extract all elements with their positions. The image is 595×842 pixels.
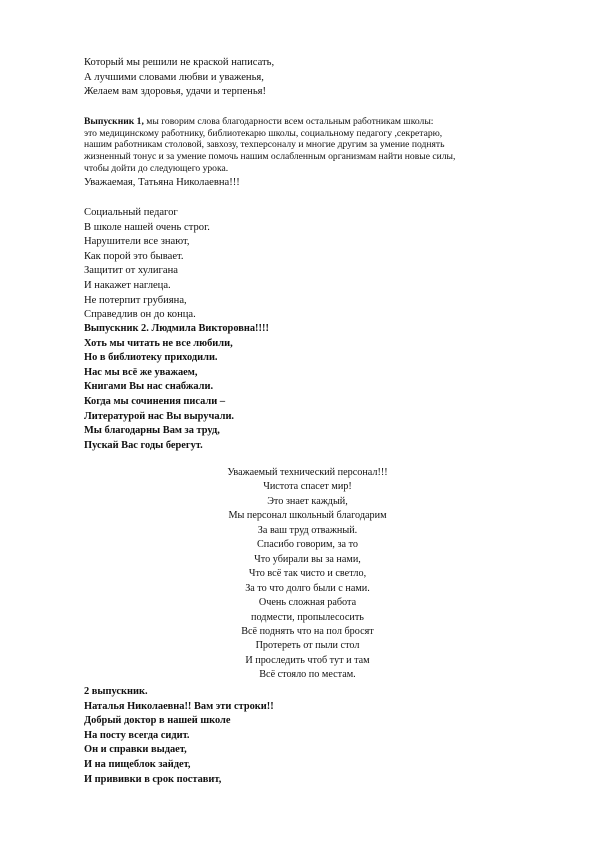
poem-line: Всё стояло по местам.: [259, 669, 356, 681]
poem-line: И накажет наглеца.: [84, 279, 171, 291]
section2: [84, 322, 524, 453]
section1-text-line: жизненный тонус и за умение помочь нашим ослабленным организмам найти новые силы,: [84, 151, 456, 163]
poem-line: Социальный педагог: [84, 207, 178, 218]
poem-line: Всё поднять что на пол бросят: [241, 625, 374, 637]
poem-line: Книгами Вы нас снабжали.: [84, 381, 214, 393]
section1-text-line: нашим работникам столовой, завхозу, техперсоналу и многие другим за умение поднять: [84, 139, 445, 151]
poem-line: Что убирали вы за нами,: [254, 553, 361, 565]
poem-line: Нарушители все знают,: [84, 236, 190, 248]
poem-line: Он и справки выдает,: [84, 744, 187, 756]
poem-line: На посту всегда сидит.: [84, 729, 190, 741]
poem-line: И на пищеблок зайдет,: [84, 758, 191, 770]
poem-line: подмести, пропылесосить: [251, 611, 364, 623]
poem-line: Уважаемый технический персонал!!!: [227, 467, 388, 478]
poem-line: Пускай Вас годы берегут.: [84, 439, 203, 451]
poem-line: Спасибо говорим, за то: [256, 539, 358, 551]
section1-text-line: это медицинскому работнику, библиотекарю школы, социальному педагогу ,секретарю,: [84, 127, 443, 139]
poem-line: И прививки в срок поставит,: [84, 773, 222, 785]
poem-line: В школе нашей очень строг.: [84, 221, 210, 233]
section1-first-line: [84, 116, 524, 128]
section1-text-first: мы говорим слова благодарности всем остальным работникам школы:: [143, 116, 434, 127]
poem-line: И проследить чтоб тут и там: [245, 654, 370, 666]
poem-line: За ваш труд отважный.: [257, 524, 358, 536]
poem-line: Справедлив он до конца.: [84, 309, 196, 321]
section4-address: Наталья Николаевна!! Вам эти строки!!: [84, 700, 274, 712]
section1-text-line: чтобы дойти до следующего урока.: [84, 162, 229, 174]
section1-label: Выпускник 1,: [84, 116, 144, 127]
poem-line: Когда мы сочинения писали –: [84, 395, 226, 407]
poem-line: Мы персонал школьный благодарим: [228, 510, 387, 522]
poem-line: За то что долго были с нами.: [245, 582, 370, 594]
intro-line: Который мы решили не краской написать,: [84, 57, 275, 68]
poem-line: Защитит от хулигана: [84, 265, 178, 277]
poem-line: Чистота спасет мир!: [263, 481, 352, 493]
section1-poem: [84, 206, 524, 323]
intro-stanza: [84, 56, 524, 100]
poem-line: Литературой нас Вы выручали.: [84, 410, 235, 422]
section4: [84, 685, 524, 787]
section1-address: Уважаемая, Татьяна Николаевна!!!: [84, 176, 240, 188]
poem-line: Это знает каждый,: [267, 495, 348, 507]
poem-line: Нас мы всё же уважаем,: [84, 366, 198, 378]
poem-line: Не потерпит грубияна,: [84, 294, 187, 306]
poem-line: Очень сложная работа: [258, 597, 357, 609]
poem-line: Как порой это бывает.: [84, 250, 184, 262]
poem-line: Но в библиотеку приходили.: [84, 352, 218, 364]
section2-header: Выпускник 2. Людмила Викторовна!!!!: [84, 323, 269, 334]
poem-line: Добрый доктор в нашей школе: [84, 715, 231, 727]
section4-header: 2 выпускник.: [84, 686, 148, 697]
intro-line: Желаем вам здоровья, удачи и терпенья!: [84, 86, 267, 98]
section3-centered-poem: [150, 466, 465, 683]
intro-line: А лучшими словами любви и уваженья,: [84, 71, 264, 83]
section1-paragraph: [84, 116, 524, 190]
poem-line: Протереть от пыли стол: [255, 640, 360, 652]
poem-line: Хоть мы читать не все любили,: [84, 337, 233, 349]
poem-line: Мы благодарны Вам за труд,: [84, 425, 220, 437]
poem-line: Что всё так чисто и светло,: [248, 568, 367, 580]
